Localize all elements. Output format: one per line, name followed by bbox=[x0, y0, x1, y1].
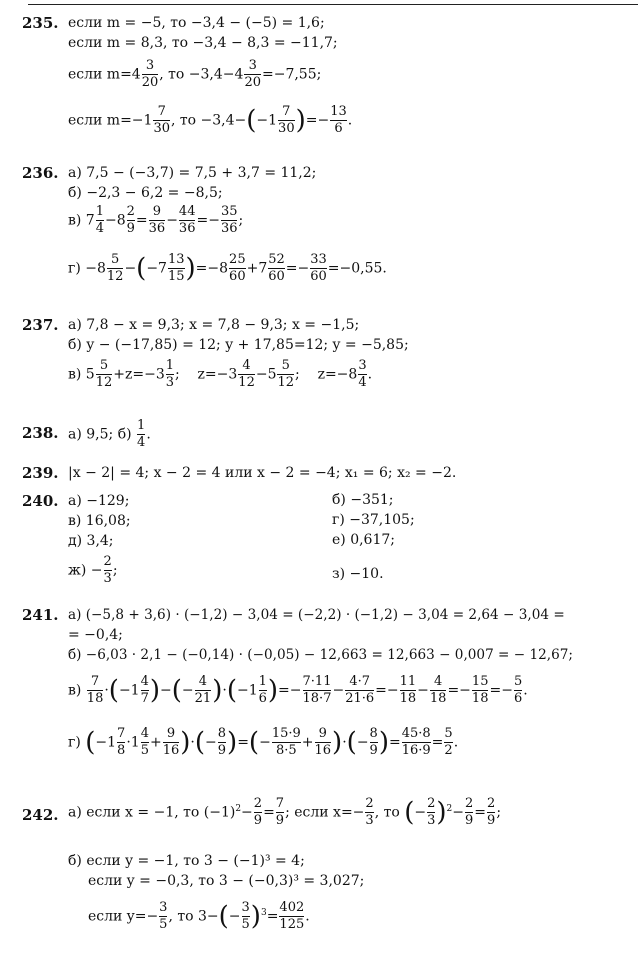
line: е) 0,617; bbox=[332, 532, 395, 548]
problem-number: 239. bbox=[22, 464, 59, 482]
problem-241 bbox=[22, 606, 632, 778]
problem-number: 236. bbox=[22, 164, 59, 182]
line: если m = −5, то −3,4 − (−5) = 1,6; bbox=[68, 15, 325, 31]
line: г) (−1 $\frac{7}{8}$ ·1 $\frac{4}{5}$ + $\frac{9}{16}$ )·(− $\frac{8}{9}$ )=(− $\frac{15\cdot 9}{8\cdot 5}$ + $\frac{9}{16}$ )·(− $\frac{8}{9}$ )= $\frac{45\cdot 8}{16\cdot 9}$ = $\frac{5}{2}$ . bbox=[68, 726, 459, 758]
line: = −0,4; bbox=[68, 627, 123, 643]
problem-235 bbox=[22, 14, 632, 144]
problem-240 bbox=[22, 492, 632, 592]
line: если m=4 $\frac{3}{20}$ , то −3,4−4 $\frac{3}{20}$ =−7,55; bbox=[68, 58, 322, 90]
problem-number: 237. bbox=[22, 316, 59, 334]
line: б) если y = −1, то 3 − (−1)³ = 4; bbox=[68, 853, 305, 869]
line: г) −8 $\frac{5}{12}$ −(−7 $\frac{13}{15}$ )=−8 $\frac{25}{60}$ +7 $\frac{52}{60}$ =− $\frac{33}{60}$ =−0,55. bbox=[68, 252, 387, 284]
line: б) −2,3 − 6,2 = −8,5; bbox=[68, 185, 223, 201]
line: а) если x = −1, то $(-1)^2-$ $\frac{2}{9}$ = $\frac{7}{9}$ ; если x=− $\frac{2}{3}$ , то (− $\frac{2}{3}$ )$^2$− $\frac{2}{9}$ = $\frac{2}{9}$ ; bbox=[68, 796, 502, 828]
line: в) 7 $\frac{1}{4}$ −8 $\frac{2}{9}$ = $\frac{9}{36}$ − $\frac{44}{36}$ =− $\frac{35}{36}$ ; bbox=[68, 204, 244, 236]
line: а) 9,5; б) $\frac{1}{4}$ . bbox=[68, 418, 151, 450]
line: если m = 8,3, то −3,4 − 8,3 = −11,7; bbox=[68, 35, 338, 51]
line: з) −10. bbox=[332, 566, 384, 582]
problem-242 bbox=[22, 796, 632, 976]
line: а) 7,8 − x = 9,3; x = 7,8 − 9,3; x = −1,5; bbox=[68, 317, 360, 333]
problem-236 bbox=[22, 164, 632, 304]
problem-237 bbox=[22, 316, 632, 406]
line: если y=− $\frac{3}{5}$ , то 3−(− $\frac{3}{5}$ )$^3$= $\frac{402}{125}$ . bbox=[88, 900, 310, 932]
problem-number: 241. bbox=[22, 606, 59, 624]
line: б) −6,03 · 2,1 − (−0,14) · (−0,05) − 12,663 = 12,663 − 0,007 = − 12,67; bbox=[68, 647, 573, 663]
line: если y = −0,3, то 3 − (−0,3)³ = 3,027; bbox=[88, 873, 365, 889]
problem-238 bbox=[22, 418, 632, 458]
line: а) −129; bbox=[68, 493, 130, 509]
line: в) 16,08; bbox=[68, 513, 131, 529]
line: ж) − $\frac{2}{3}$ ; bbox=[68, 554, 118, 586]
line: в) $\frac{7}{18}$ ·(−1 $\frac{4}{7}$ )−(− $\frac{4}{21}$ )·(−1 $\frac{1}{6}$ )=− $\frac{7\cdot 11}{18\cdot 7}$ − $\frac{4\cdot 7}{21\cdot 6}$ =− $\frac{11}{18}$ − $\frac{4}{18}$ =− $\frac{15}{18}$ =− $\frac{5}{6}$ . bbox=[68, 674, 528, 706]
problem-number: 238. bbox=[22, 424, 59, 442]
line: г) −37,105; bbox=[332, 512, 415, 528]
line: а) 7,5 − (−3,7) = 7,5 + 3,7 = 11,2; bbox=[68, 165, 317, 181]
line: б) y − (−17,85) = 12; y + 17,85=12; y = −5,85; bbox=[68, 337, 409, 353]
line: в) 5 $\frac{5}{12}$ +z=−3 $\frac{1}{3}$ ; z=−3 $\frac{4}{12}$ −5 $\frac{5}{12}$ ; z=−8 $\frac{3}{4}$ . bbox=[68, 358, 373, 390]
line: б) −351; bbox=[332, 492, 394, 508]
top-rule bbox=[28, 4, 638, 5]
problem-number: 242. bbox=[22, 806, 59, 824]
problem-239 bbox=[22, 464, 632, 484]
problem-number: 240. bbox=[22, 492, 59, 510]
line: а) (−5,8 + 3,6) · (−1,2) − 3,04 = (−2,2) · (−1,2) − 3,04 = 2,64 − 3,04 = bbox=[68, 607, 565, 623]
problem-number: 235. bbox=[22, 14, 59, 32]
line: если m=−1 $\frac{7}{30}$ , то −3,4−(−1 $\frac{7}{30}$ )=− $\frac{13}{6}$ . bbox=[68, 104, 353, 136]
line: |x − 2| = 4; x − 2 = 4 или x − 2 = −4; x₁ = 6; x₂ = −2. bbox=[68, 465, 457, 481]
line: д) 3,4; bbox=[68, 533, 114, 549]
